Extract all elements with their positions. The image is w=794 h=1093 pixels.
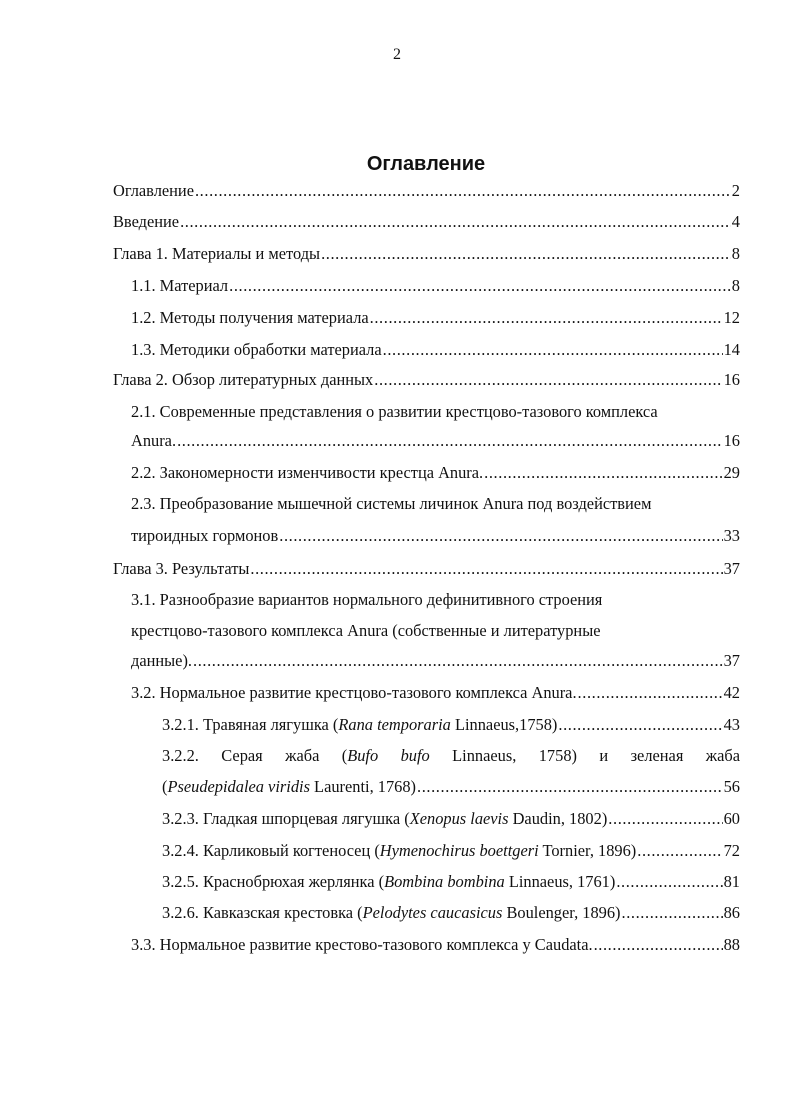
toc-leader <box>484 463 722 483</box>
latin-name: Pelodytes caucasicus <box>362 903 503 922</box>
toc-leader <box>250 559 722 579</box>
toc-entry-label: Глава 3. Результаты <box>113 559 250 578</box>
toc-entry-3-2-4[interactable] <box>162 841 740 865</box>
toc-leader <box>594 935 723 955</box>
toc-page-number: 29 <box>723 463 740 482</box>
toc-entry-label: 1.1. Материал <box>131 276 229 295</box>
toc-entry-label: (Pseudepidalea viridis Laurenti, 1768) <box>162 777 417 796</box>
toc-leader <box>637 841 722 861</box>
toc-entry-3-2-2[interactable] <box>162 777 740 801</box>
toc-leader <box>558 715 722 735</box>
toc-page-number: 60 <box>723 809 740 828</box>
latin-name: bufo <box>400 746 430 765</box>
toc-leader <box>383 340 723 360</box>
toc-entry-3-2[interactable] <box>131 683 740 707</box>
toc-entry-3-2-5[interactable] <box>162 872 740 896</box>
toc-page-number: 2 <box>731 181 740 200</box>
toc-entry-2-1-line1[interactable]: 2.1. Современные представления о развитии крестцово-тазового комплекса <box>131 402 658 421</box>
toc-page-number: 12 <box>723 308 740 327</box>
toc-leader <box>417 777 723 797</box>
toc-leader <box>370 308 723 328</box>
toc-page-number: 33 <box>723 526 740 545</box>
toc-entry-label: 3.2.3. Гладкая шпорцевая лягушка (Xenopus laevis Daudin, 1802) <box>162 809 608 828</box>
toc-leader <box>578 683 723 703</box>
toc-page-number: 81 <box>723 872 740 891</box>
toc-entry-1-3[interactable] <box>131 340 740 364</box>
page-number: 2 <box>393 46 401 63</box>
toc-entry-3-3[interactable] <box>131 935 740 959</box>
toc-entry-2-2[interactable] <box>131 463 740 487</box>
latin-name: Bombina bombina <box>384 872 505 891</box>
toc-entry-label: Введение <box>113 212 180 231</box>
toc-entry-label: 3.3. Нормальное развитие крестово-тазового комплекса у Caudata. <box>131 935 593 954</box>
toc-entry-label: 1.3. Методики обработки материала <box>131 340 382 359</box>
toc-page-number: 43 <box>723 715 740 734</box>
toc-entry-3-2-1[interactable] <box>162 715 740 739</box>
toc-page-number: 14 <box>723 340 740 359</box>
toc-leader <box>279 526 722 546</box>
toc-entry-label: 1.2. Методы получения материала <box>131 308 369 327</box>
toc-leader <box>616 872 722 892</box>
toc-leader <box>229 276 731 296</box>
toc-leader <box>177 431 723 451</box>
toc-entry-label: тироидных гормонов <box>131 526 279 545</box>
toc-page-number: 16 <box>723 431 740 450</box>
toc-entry-label: 3.2.1. Травяная лягушка (Rana temporaria Linnaeus,1758) <box>162 715 558 734</box>
latin-name: Xenopus laevis <box>409 809 509 828</box>
toc-entry-3-2-3[interactable] <box>162 809 740 833</box>
toc-leader <box>608 809 722 829</box>
toc-page-number: 37 <box>723 559 740 578</box>
toc-entry-label: Глава 1. Материалы и методы <box>113 244 321 263</box>
toc-entry-3-2-2-line1[interactable]: 3.2.2. Серая жаба (Bufo bufo Linnaeus, 1758) и зеленая жаба <box>162 746 740 770</box>
toc-leader <box>195 181 731 201</box>
toc-entry-label: 3.2.5. Краснобрюхая жерлянка (Bombina bombina Linnaeus, 1761) <box>162 872 616 891</box>
toc-leader <box>622 903 723 923</box>
toc-entry-2-3-line1[interactable]: 2.3. Преобразование мышечной системы личинок Anura под воздействием <box>131 494 652 513</box>
toc-page-number: 86 <box>723 903 740 922</box>
toc-page-number: 16 <box>723 370 740 389</box>
toc-entry-3-1-line2[interactable]: крестцово-тазового комплекса Anura (собственные и литературные <box>131 621 601 640</box>
toc-leader <box>193 651 723 671</box>
toc-page-number: 8 <box>731 276 740 295</box>
latin-name: Bufo <box>347 746 379 765</box>
toc-entry-2-1[interactable] <box>131 431 740 455</box>
latin-name: Rana temporaria <box>338 715 451 734</box>
toc-leader <box>321 244 731 264</box>
toc-entry-3-1-line1[interactable]: 3.1. Разнообразие вариантов нормального дефинитивного строения <box>131 590 603 609</box>
toc-page-number: 72 <box>723 841 740 860</box>
toc-leader <box>180 212 731 232</box>
toc-entry-chapter-1[interactable] <box>113 244 740 268</box>
toc-page-number: 56 <box>723 777 740 796</box>
toc-entry-chapter-3[interactable] <box>113 559 740 583</box>
toc-entry-3-2-6[interactable] <box>162 903 740 927</box>
toc-page-number: 8 <box>731 244 740 263</box>
toc-entry-label: Оглавление <box>113 181 194 200</box>
toc-entry-2-3[interactable] <box>131 526 740 550</box>
toc-entry-label: 3.2.6. Кавказская крестовка (Pelodytes caucasicus Boulenger, 1896) <box>162 903 621 922</box>
toc-entry-chapter-2[interactable] <box>113 370 740 394</box>
toc-page-number: 37 <box>723 651 740 670</box>
toc-entry-3-1[interactable] <box>131 651 740 675</box>
toc-page-number: 42 <box>723 683 740 702</box>
toc-entry-label: 3.2. Нормальное развитие крестцово-тазового комплекса Anura. <box>131 683 577 702</box>
toc-entry-introduction[interactable] <box>113 212 740 236</box>
page-title: Оглавление <box>366 153 486 175</box>
toc-page-number: 88 <box>723 935 740 954</box>
toc-entry-label: 3.2.4. Карликовый когтеносец (Hymenochirus boettgeri Tornier, 1896) <box>162 841 637 860</box>
toc-entry-contents[interactable] <box>113 181 740 205</box>
toc-entry-label: Глава 2. Обзор литературных данных <box>113 370 374 389</box>
toc-leader <box>374 370 722 390</box>
toc-entry-label: 2.2. Закономерности изменчивости крестца Anura. <box>131 463 484 482</box>
latin-name: Hymenochirus boettgeri <box>379 841 539 860</box>
toc-entry-1-1[interactable] <box>131 276 740 300</box>
toc-entry-label: данные). <box>131 651 193 670</box>
latin-name: Pseudepidalea viridis <box>167 777 310 796</box>
toc-page-number: 4 <box>731 212 740 231</box>
toc-entry-1-2[interactable] <box>131 308 740 332</box>
toc-entry-label: Anura. <box>131 431 177 450</box>
